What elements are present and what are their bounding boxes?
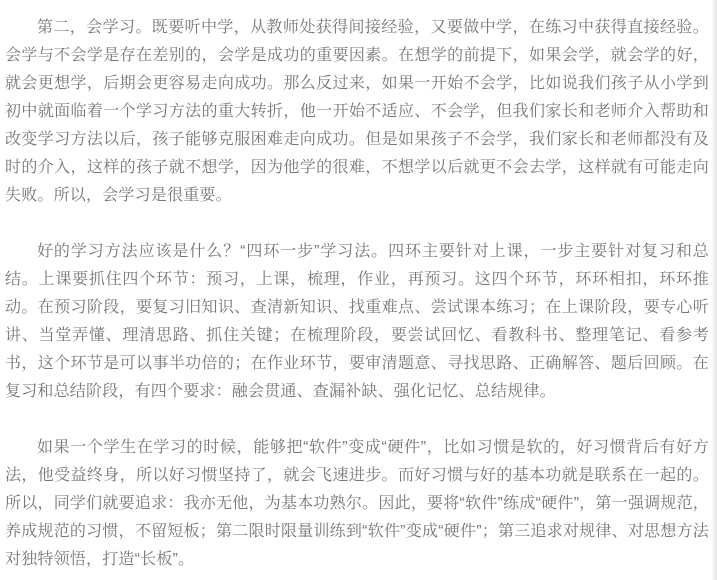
paragraph-learning-to-learn: 第二，会学习。既要听中学，从教师处获得间接经验，又要做中学，在练习中获得直接经验。会学与不会学是存在差别的，会学是成功的重要因素。在想学的前提下，如果会学，就会学的好，就会更想学，后期会更容易走向成功。那么反过来，如果一开始不会学，比如说我们孩子从小学到初中就面临着一个学习方法的重大转折，他一开始不适应、不会学，但我们家长和老师介入帮助和改变学习方法以后，孩子能够克服困难走向成功。但是如果孩子不会学，我们家长和老师都没有及时的介入，这样的孩子就不想学，因为他学的很难，不想学以后就更不会去学，这样就有可能走向失败。所以，会学习是很重要。	[5, 19, 709, 204]
paragraph-four-steps-method: 好的学习方法应该是什么？“四环一步”学习法。四环主要针对上课，一步主要针对复习和总结。上课要抓住四个环节：预习，上课，梳理，作业，再预习。这四个环节，环环相扣，环环推动。在预习阶段，要复习旧知识、查清新知识、找重难点、尝试课本练习；在上课阶段，要专心听讲、当堂弄懂、理清思路、抓住关键；在梳理阶段，要尝试回忆、看教科书、整理笔记、看参考书，这个环节是可以事半功倍的；在作业环节，要审清题意、寻找思路、正确解答、题后回顾。在复习和总结阶段，有四个要求：融会贯通、查漏补缺、强化记忆、总结规律。	[5, 243, 709, 400]
paragraph-software-hardware-habits: 如果一个学生在学习的时候，能够把“软件”变成“硬件”，比如习惯是软的，好习惯背后有好方法，他受益终身，所以好习惯坚持了，就会飞速进步。而好习惯与好的基本功就是联系在一起的。所以，同学们就要追求：我亦无他，为基本功熟尔。因此，要将“软件”练成“硬件”，第一强调规范，养成规范的习惯，不留短板；第二限时限量训练到“软件”变成“硬件”；第三追求对规律、对思想方法对独特领悟，打造“长板”。	[5, 439, 709, 568]
